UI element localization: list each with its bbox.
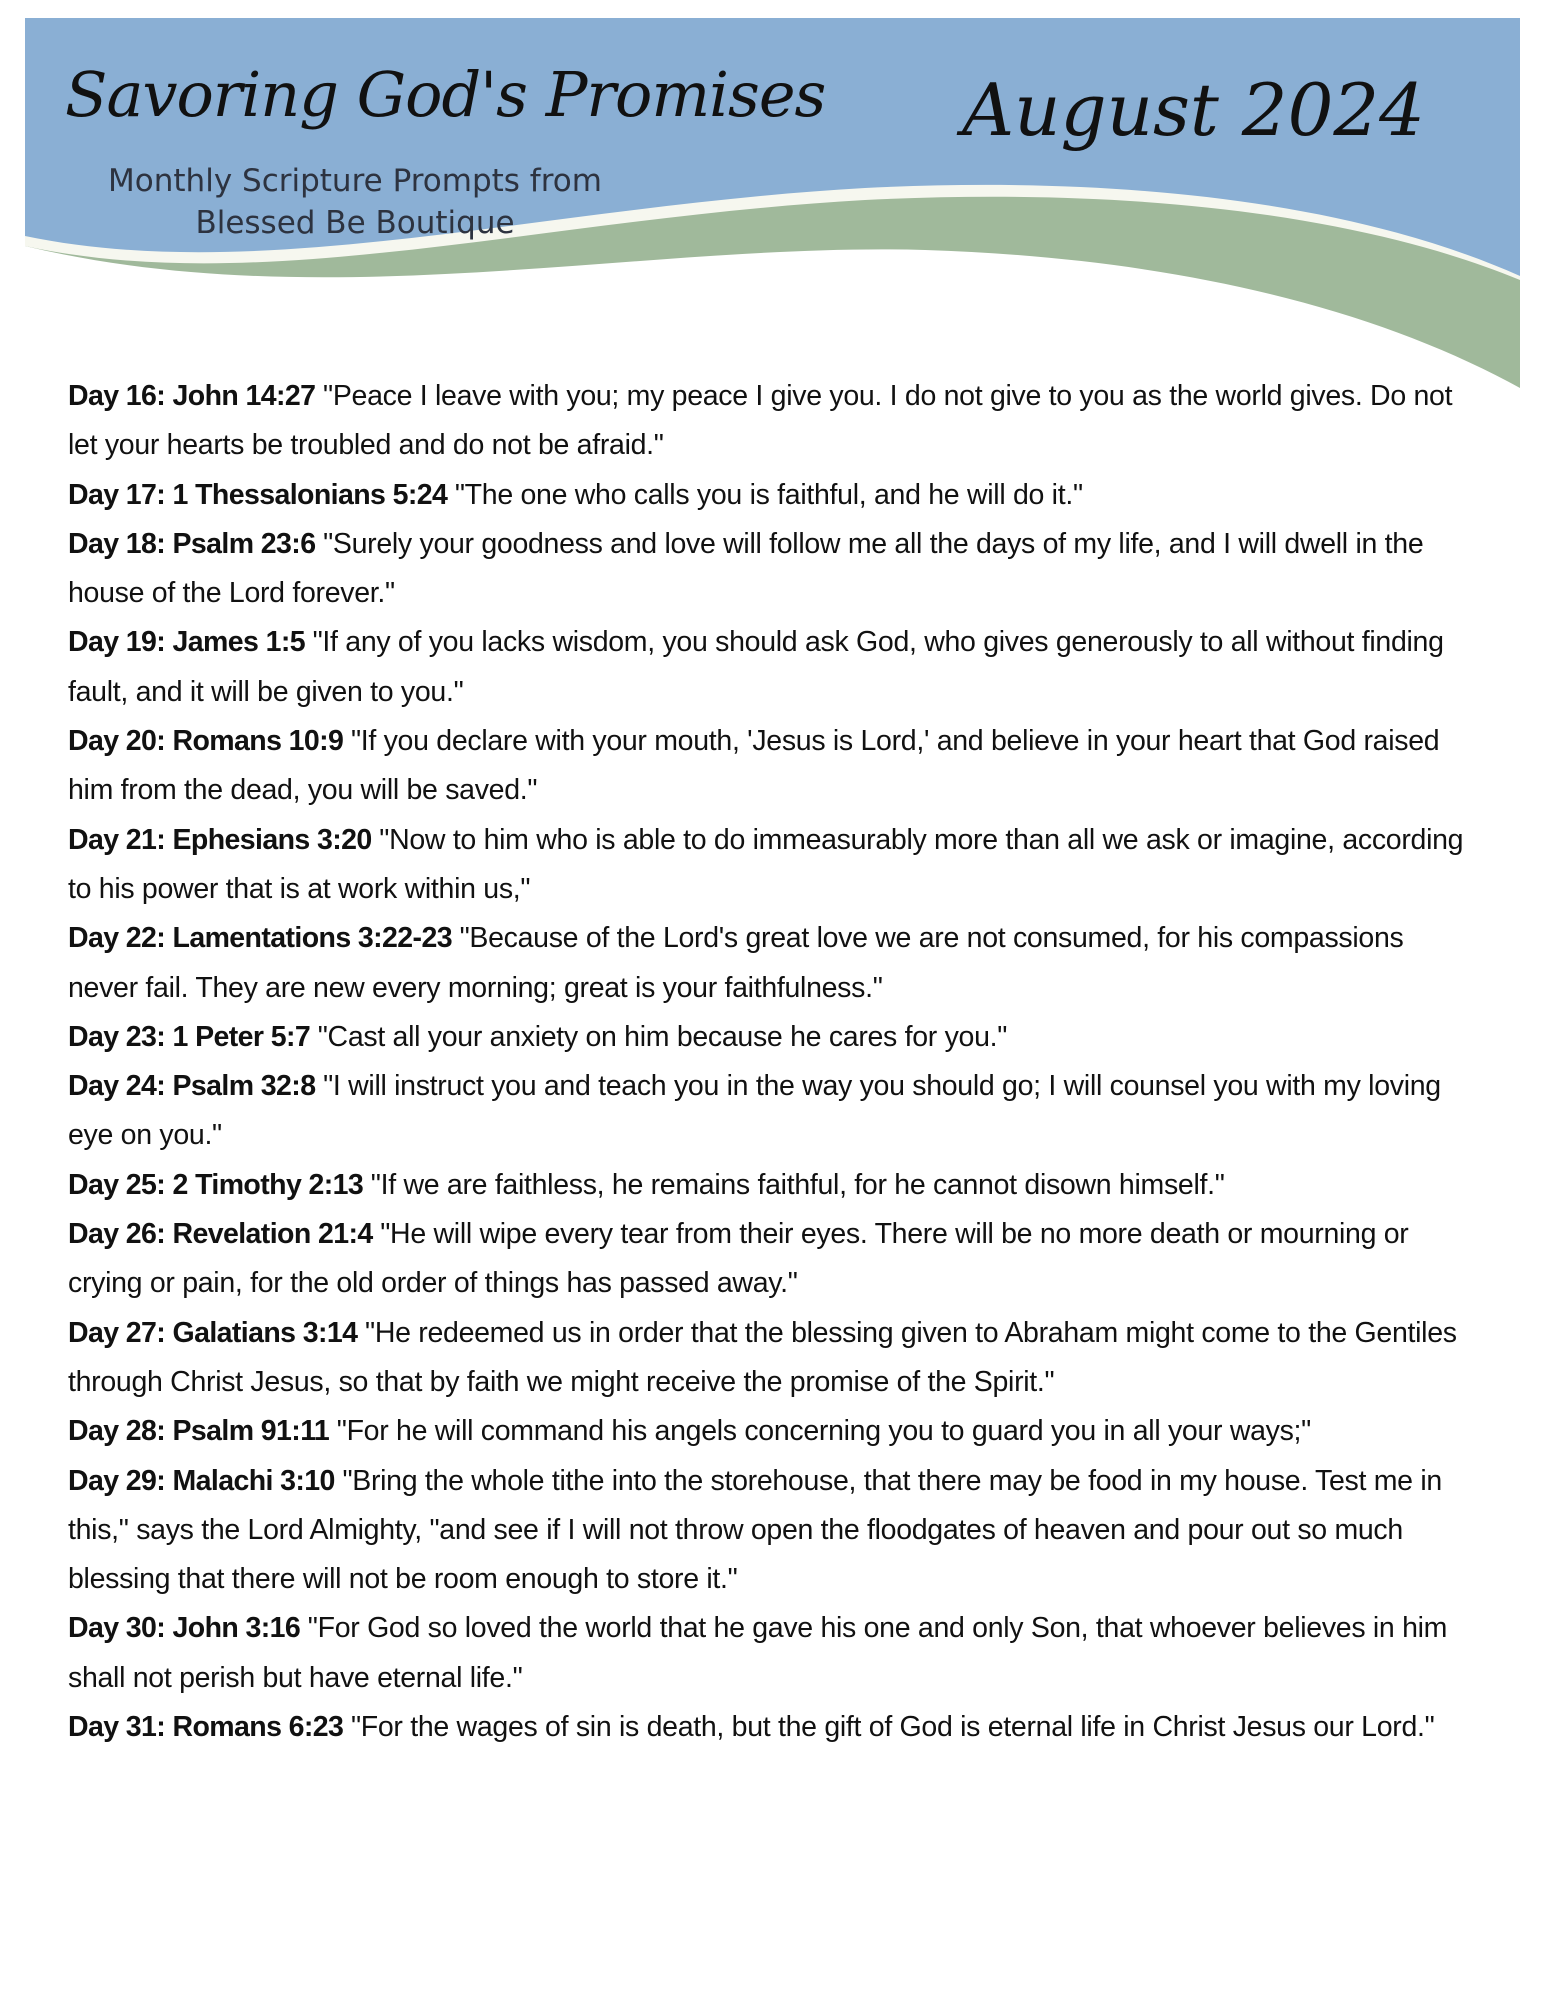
scripture-text: "He will wipe every tear from their eyes. There will be no more death or mourning or crying or pain, for the old order of things has passed away." [68, 1218, 1409, 1300]
scripture-entry-day-26 [68, 1210, 1478, 1309]
scripture-text: "For the wages of sin is death, but the gift of God is eternal life in Christ Jesus our Lord." [350, 1711, 1435, 1744]
scripture-reference: Day 28: Psalm 91:11 [68, 1415, 330, 1448]
scripture-entry-day-31 [68, 1703, 1478, 1752]
scripture-entry-day-25 [68, 1161, 1478, 1210]
scripture-reference: Day 30: John 3:16 [68, 1612, 301, 1645]
scripture-list [68, 372, 1478, 1752]
scripture-reference: Day 20: Romans 10:9 [68, 725, 344, 758]
scripture-reference: Day 24: Psalm 32:8 [68, 1070, 316, 1103]
scripture-reference: Day 22: Lamentations 3:22-23 [68, 922, 452, 955]
scripture-entry-day-20 [68, 717, 1478, 816]
scripture-reference: Day 31: Romans 6:23 [68, 1711, 344, 1744]
scripture-entry-day-29 [68, 1457, 1478, 1605]
scripture-entry-day-24 [68, 1062, 1478, 1161]
scripture-text: "Because of the Lord's great love we are not consumed, for his compassions never fail. They are new every morning; great is your faithfulness." [68, 922, 1404, 1004]
scripture-entry-day-27 [68, 1309, 1478, 1408]
header-banner [25, 18, 1520, 388]
scripture-entry-day-30 [68, 1604, 1478, 1703]
scripture-text: "Now to him who is able to do immeasurably more than all we ask or imagine, according to his power that is at work within us," [68, 823, 1464, 905]
scripture-reference: Day 23: 1 Peter 5:7 [68, 1020, 311, 1053]
subtitle-line-2: Blessed Be Boutique [195, 205, 515, 241]
scripture-text: "He redeemed us in order that the blessing given to Abraham might come to the Gentiles through Christ Jesus, so that by faith we might receive the promise of the Spirit." [68, 1316, 1457, 1398]
scripture-text: "For God so loved the world that he gave his one and only Son, that whoever believes in him shall not perish but have eternal life." [68, 1612, 1448, 1694]
scripture-text: "If you declare with your mouth, 'Jesus is Lord,' and believe in your heart that God raised him from the dead, you will be saved." [68, 725, 1440, 807]
scripture-entry-day-17 [68, 471, 1478, 520]
scripture-reference: Day 29: Malachi 3:10 [68, 1464, 335, 1497]
month-title: August 2024 [962, 68, 1425, 152]
scripture-reference: Day 26: Revelation 21:4 [68, 1218, 373, 1251]
scripture-entry-day-18 [68, 520, 1478, 619]
scripture-entry-day-22 [68, 914, 1478, 1013]
scripture-text: "Bring the whole tithe into the storehouse, that there may be food in my house. Test me in this," says the Lord Almighty, "and see if I will not throw open the floodgates of heaven and pour out so much blessing that there will not be room enough to store it." [68, 1464, 1442, 1596]
scripture-reference: Day 17: 1 Thessalonians 5:24 [68, 478, 448, 511]
scripture-text: "I will instruct you and teach you in the way you should go; I will counsel you with my loving eye on you." [68, 1070, 1441, 1152]
scripture-reference: Day 18: Psalm 23:6 [68, 527, 316, 560]
scripture-reference: Day 27: Galatians 3:14 [68, 1316, 358, 1349]
scripture-text: "If we are faithless, he remains faithful, for he cannot disown himself." [370, 1168, 1225, 1201]
scripture-text: "For he will command his angels concerning you to guard you in all your ways;" [336, 1415, 1311, 1448]
scripture-entry-day-28 [68, 1407, 1478, 1456]
scripture-text: "If any of you lacks wisdom, you should ask God, who gives generously to all without finding fault, and it will be given to you." [68, 626, 1444, 708]
subtitle-line-1: Monthly Scripture Prompts from [108, 163, 602, 199]
scripture-text: "Peace I leave with you; my peace I give you. I do not give to you as the world gives. Do not let your hearts be troubled and do not be afraid." [68, 380, 1453, 462]
brand-subtitle [65, 160, 645, 244]
scripture-text: "The one who calls you is faithful, and he will do it." [454, 478, 1083, 511]
scripture-text: "Cast all your anxiety on him because he cares for you." [317, 1020, 1008, 1053]
scripture-entry-day-21 [68, 816, 1478, 915]
scripture-reference: Day 25: 2 Timothy 2:13 [68, 1168, 364, 1201]
scripture-entry-day-16 [68, 372, 1478, 471]
scripture-entry-day-23 [68, 1013, 1478, 1062]
brand-title: Savoring God's Promises [65, 58, 826, 131]
scripture-entry-day-19 [68, 618, 1478, 717]
scripture-reference: Day 19: James 1:5 [68, 626, 305, 659]
scripture-reference: Day 21: Ephesians 3:20 [68, 823, 372, 856]
scripture-reference: Day 16: John 14:27 [68, 380, 316, 412]
scripture-text: "Surely your goodness and love will follow me all the days of my life, and I will dwell in the house of the Lord forever." [68, 527, 1424, 610]
